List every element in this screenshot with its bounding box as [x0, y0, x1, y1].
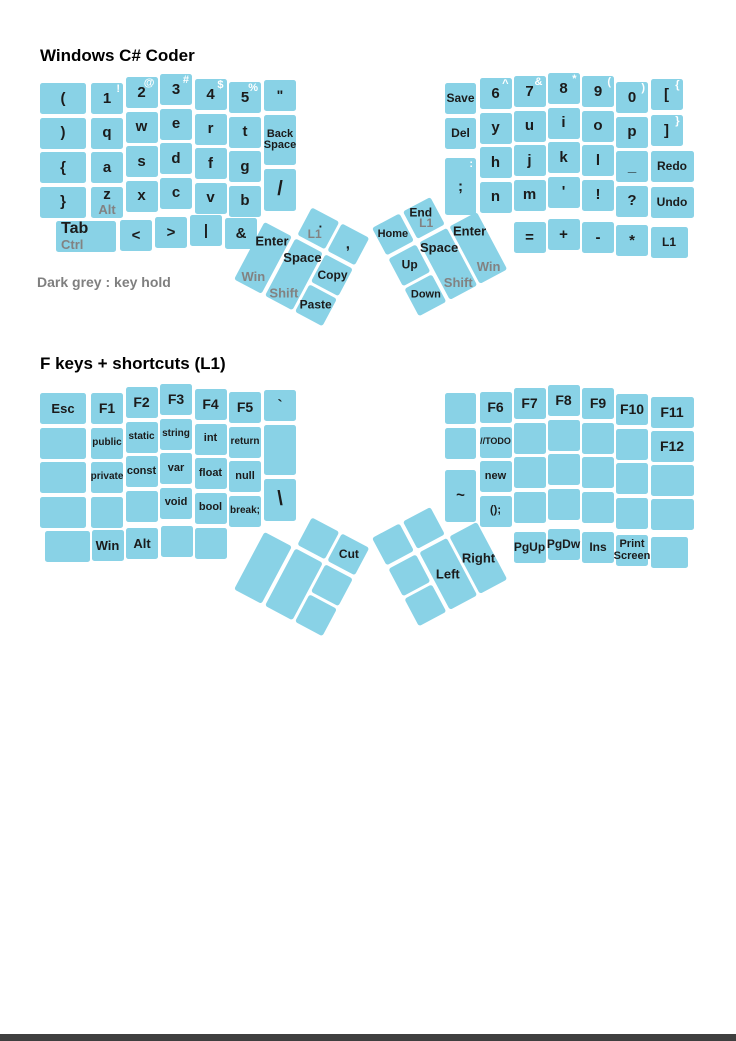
- key-blank: [582, 457, 614, 488]
- key-g: [229, 151, 261, 182]
- key-n: [480, 182, 512, 213]
- key-y: [480, 113, 512, 144]
- key-print-screen: [613, 535, 651, 566]
- key-label: ?: [627, 192, 637, 210]
- key-e: [160, 109, 192, 140]
- key-q: [91, 118, 123, 149]
- key-shift-symbol: #: [182, 74, 189, 86]
- key-blank: [616, 429, 648, 460]
- key-blank: [45, 531, 90, 562]
- key-7: [514, 76, 546, 107]
- key-label: s: [137, 152, 146, 170]
- key-blank: [40, 462, 86, 493]
- key-blank: [445, 393, 476, 424]
- key-label: Save: [446, 91, 475, 106]
- key-label: Paste: [299, 298, 332, 313]
- key-6: [480, 78, 512, 109]
- key-label: new: [484, 469, 507, 482]
- bottom-edge-bar: [0, 1034, 736, 1041]
- legend-note: Dark grey : key hold: [37, 274, 171, 290]
- key-o: [582, 111, 614, 142]
- key-symbol: [445, 158, 476, 215]
- key-a: [91, 152, 123, 183]
- key-symbol: [616, 225, 648, 256]
- key-blank: [616, 498, 648, 529]
- key-label: -: [595, 228, 601, 246]
- key-label: u: [524, 117, 535, 135]
- key-label: Space: [419, 239, 458, 255]
- key-label: i: [561, 114, 566, 132]
- key-shift-symbol: %: [248, 82, 258, 94]
- key-hold-label: Alt: [98, 201, 116, 217]
- key-blank: [548, 489, 580, 520]
- key-int: [195, 424, 227, 455]
- key-label: Back Space: [263, 127, 297, 151]
- key-label: t: [242, 123, 248, 141]
- key-5: [229, 82, 261, 113]
- key-label: F12: [659, 438, 685, 455]
- key-f5: [229, 392, 261, 423]
- key-label: public: [92, 436, 122, 448]
- key-label: c: [171, 184, 181, 202]
- key-label: x: [137, 187, 146, 205]
- key-label: 4: [206, 85, 215, 103]
- key-blank: [548, 420, 580, 451]
- key-label: null: [235, 469, 255, 482]
- key-undo: [651, 187, 694, 218]
- key-blank: [40, 428, 86, 459]
- key-label: q: [102, 124, 112, 142]
- key-label: 9: [593, 82, 603, 100]
- key-blank: [651, 465, 694, 496]
- key-8: [548, 73, 580, 104]
- key-hold-label: L1: [419, 216, 434, 231]
- key-label: static: [128, 430, 155, 442]
- key-del: [445, 118, 476, 149]
- key-symbol: [155, 217, 187, 248]
- key-hold-label: Ctrl: [61, 236, 84, 252]
- key-symbol: [616, 151, 648, 182]
- key-1: [91, 83, 123, 114]
- key-blank: [514, 492, 546, 523]
- key-shift-symbol: $: [217, 79, 224, 91]
- key-symbol: [120, 220, 152, 251]
- key-symbol: [264, 479, 296, 521]
- key-f9: [582, 388, 614, 419]
- key-f4: [195, 389, 227, 420]
- key-2: [126, 77, 158, 108]
- key-shift-symbol: ^: [502, 78, 509, 90]
- key-label: `: [277, 396, 283, 414]
- key-label: Esc: [51, 400, 75, 416]
- key-label: _: [627, 157, 637, 175]
- key-label: l: [595, 151, 601, 169]
- key-symbol: [40, 187, 86, 218]
- key-void: [160, 488, 192, 519]
- key-label: F4: [202, 396, 219, 413]
- key-x: [126, 181, 158, 212]
- key-blank: [264, 425, 296, 475]
- key-label: PgDw: [546, 537, 581, 552]
- key-shift-symbol: *: [572, 73, 577, 85]
- key-symbol: [651, 79, 683, 110]
- key-label: !: [595, 186, 601, 204]
- key-label: void: [164, 496, 188, 509]
- key-label: &: [235, 224, 247, 242]
- key-blank: [195, 528, 227, 559]
- key-label: Space: [283, 249, 322, 265]
- key-shift-symbol: :: [469, 158, 473, 170]
- key-symbol: [548, 177, 580, 208]
- key-shift-symbol: !: [116, 83, 120, 95]
- key-blank: [582, 492, 614, 523]
- key-symbol: [651, 115, 683, 146]
- key-f3: [160, 384, 192, 415]
- key-symbol: [40, 118, 86, 149]
- key-label: F11: [660, 404, 684, 421]
- key-f8: [548, 385, 580, 416]
- key-save: [445, 83, 476, 114]
- key-esc: [40, 393, 86, 424]
- key-static: [126, 422, 158, 453]
- key-label: 8: [559, 79, 568, 97]
- key-null: [229, 461, 261, 492]
- key-blank: [616, 463, 648, 494]
- key-label: ': [561, 183, 566, 201]
- key-label: k: [559, 148, 568, 166]
- key-symbol: [582, 180, 614, 211]
- key-break: [229, 496, 261, 527]
- key-blank: [548, 454, 580, 485]
- key-string: [160, 419, 192, 450]
- key-f6: [480, 392, 512, 423]
- key-symbol: [548, 219, 580, 250]
- key-label: 6: [491, 84, 500, 102]
- key-label: h: [490, 153, 501, 171]
- key-label: |: [203, 221, 209, 239]
- key-label: F2: [133, 394, 150, 411]
- key-c: [160, 178, 192, 209]
- key-blank: [651, 499, 694, 530]
- key-label: e: [171, 115, 181, 133]
- key-label: float: [198, 466, 223, 479]
- key-hold-label: Shift: [268, 285, 298, 301]
- key-blank: [445, 428, 476, 459]
- key-label: break;: [229, 504, 260, 516]
- key-symbol: [40, 152, 86, 183]
- key-symbol: [616, 186, 648, 217]
- key-label: F5: [236, 399, 254, 416]
- key-s: [126, 146, 158, 177]
- key-m: [514, 180, 546, 211]
- key-b: [229, 186, 261, 217]
- key-hold-label: L1: [307, 226, 322, 241]
- key-label: w: [135, 118, 148, 136]
- key-shift-symbol: }: [675, 115, 680, 127]
- key-label: Down: [410, 288, 441, 301]
- key-label: g: [240, 157, 250, 175]
- key-i: [548, 108, 580, 139]
- key-label: f: [208, 154, 213, 172]
- key-t: [229, 117, 261, 148]
- key-f10: [616, 394, 648, 425]
- key-label: Print Screen: [613, 538, 651, 562]
- key-v: [195, 183, 227, 214]
- key-symbol: [445, 470, 476, 522]
- key-symbol: [40, 83, 86, 114]
- key-label: private: [90, 471, 124, 483]
- key-label: }: [60, 193, 66, 211]
- key-blank: [91, 497, 123, 528]
- key-blank: [651, 537, 688, 568]
- key-label: L1: [661, 235, 676, 250]
- key-label: .: [319, 214, 323, 230]
- key-label: r: [207, 120, 214, 138]
- key-label: *: [629, 231, 635, 249]
- key-label: 2: [137, 83, 146, 101]
- key-symbol: [190, 215, 222, 246]
- key-blank: [582, 423, 614, 454]
- key-label: ;: [458, 177, 463, 195]
- key-pgup: [514, 532, 546, 563]
- key-private: [91, 462, 123, 493]
- layer2-title: F keys + shortcuts (L1): [40, 354, 226, 373]
- key-l: [582, 145, 614, 176]
- key-label: Ins: [589, 540, 607, 555]
- key-4: [195, 79, 227, 110]
- key-label: 0: [627, 88, 637, 106]
- key-label: ~: [456, 487, 465, 505]
- key-label: m: [522, 186, 537, 204]
- key-alt: [126, 528, 158, 559]
- key-label: ();: [490, 504, 501, 517]
- key-bool: [195, 493, 227, 524]
- key-return: [229, 427, 261, 458]
- key-float: [195, 458, 227, 489]
- key-label: y: [491, 119, 500, 137]
- key-label: //TODO: [480, 436, 511, 447]
- key-label: <: [131, 226, 141, 244]
- key-symbol: [514, 222, 546, 253]
- key-f11: [651, 397, 694, 428]
- key-label: ]: [664, 121, 669, 139]
- key-label: string: [162, 427, 190, 439]
- key-blank: [514, 423, 546, 454]
- key-label: n: [490, 188, 501, 206]
- key-label: Win: [95, 537, 120, 553]
- key-0: [616, 82, 648, 113]
- key-h: [480, 147, 512, 178]
- key-symbol: [264, 169, 296, 211]
- key-label: F9: [589, 395, 607, 412]
- key-label: Alt: [133, 535, 151, 551]
- key-label: +: [559, 225, 568, 243]
- key-label: >: [166, 223, 176, 241]
- key-var: [160, 453, 192, 484]
- key-w: [126, 112, 158, 143]
- key-pgdw: [548, 529, 580, 560]
- key-label: F1: [98, 400, 116, 417]
- key-redo: [651, 151, 694, 182]
- key-label: d: [171, 149, 181, 167]
- key-z: [91, 187, 123, 218]
- key-symbol: [264, 390, 296, 421]
- key-label: const: [126, 464, 157, 477]
- key-hold-label: Shift: [443, 275, 473, 291]
- key-label: {: [60, 158, 66, 176]
- key-label: v: [206, 189, 215, 207]
- key-label: z: [103, 186, 111, 204]
- key-label: [: [664, 85, 669, 103]
- key-back-space: [264, 115, 296, 165]
- key-label: Home: [377, 227, 409, 240]
- key-shift-symbol: (: [607, 76, 611, 88]
- key-label: F3: [167, 391, 185, 408]
- key-blank: [514, 457, 546, 488]
- key-f: [195, 148, 227, 179]
- key-label: int: [203, 432, 218, 445]
- key-label: ": [276, 87, 284, 104]
- key-label: Left: [435, 566, 460, 582]
- key-9: [582, 76, 614, 107]
- key-hold-label: Win: [240, 269, 265, 285]
- key-blank: [161, 526, 193, 557]
- key-label: \: [277, 488, 283, 511]
- key-label: Undo: [656, 195, 688, 210]
- key-f12: [651, 431, 694, 462]
- key-public: [91, 428, 123, 459]
- key-label: F6: [487, 399, 504, 416]
- key-label: var: [167, 461, 185, 474]
- key-label: Enter: [255, 233, 289, 249]
- key-label: Enter: [452, 223, 486, 239]
- key-tab: [56, 221, 116, 252]
- key-label: PgUp: [513, 540, 546, 555]
- key-new: [480, 461, 512, 492]
- key-label: o: [593, 117, 603, 135]
- key-3: [160, 74, 192, 105]
- key-label: ,: [346, 235, 351, 253]
- key-label: F10: [619, 401, 645, 418]
- key-shift-symbol: &: [534, 76, 543, 88]
- key-label: F7: [521, 395, 538, 412]
- key-label: 5: [240, 88, 250, 106]
- key-symbol: [264, 80, 296, 111]
- key-label: Up: [401, 257, 418, 272]
- key-label: j: [527, 151, 532, 169]
- key-label: bool: [198, 501, 223, 514]
- key-k: [548, 142, 580, 173]
- key-const: [126, 456, 158, 487]
- layer1-title: Windows C# Coder: [40, 46, 195, 65]
- key-label: Tab: [61, 220, 89, 238]
- key-blank: [40, 497, 86, 528]
- key-label: Redo: [657, 159, 687, 174]
- key-r: [195, 114, 227, 145]
- key-label: Del: [451, 125, 470, 140]
- key-l1: [651, 227, 688, 258]
- key-blank: [126, 491, 158, 522]
- key-label: (: [60, 89, 66, 107]
- key-label: 3: [171, 80, 181, 98]
- key-label: b: [240, 192, 250, 210]
- key-label: a: [102, 158, 112, 176]
- key-shift-symbol: @: [143, 77, 155, 89]
- key-label: Copy: [317, 267, 348, 282]
- key-ins: [582, 532, 614, 563]
- key-label: ): [60, 124, 66, 142]
- key-hold-label: Win: [476, 259, 501, 275]
- key-label: F8: [555, 392, 572, 409]
- key-j: [514, 145, 546, 176]
- key-u: [514, 111, 546, 142]
- key-label: 1: [102, 89, 112, 107]
- key-f2: [126, 387, 158, 418]
- key-label: 7: [525, 82, 534, 100]
- key-label: Cut: [338, 547, 359, 562]
- key-shift-symbol: {: [675, 79, 680, 91]
- key-label: =: [525, 228, 534, 246]
- key-p: [616, 117, 648, 148]
- key-label: End: [409, 205, 432, 220]
- key-todo: [480, 427, 512, 458]
- key-f7: [514, 388, 546, 419]
- key-label: p: [627, 123, 637, 141]
- key-shift-symbol: ): [641, 82, 645, 94]
- key-label: /: [277, 178, 283, 201]
- key-f1: [91, 393, 123, 424]
- key-label: Right: [461, 550, 495, 566]
- key-symbol: [582, 222, 614, 253]
- key-symbol: [480, 496, 512, 527]
- key-d: [160, 143, 192, 174]
- key-win: [92, 530, 124, 561]
- key-label: return: [230, 435, 260, 447]
